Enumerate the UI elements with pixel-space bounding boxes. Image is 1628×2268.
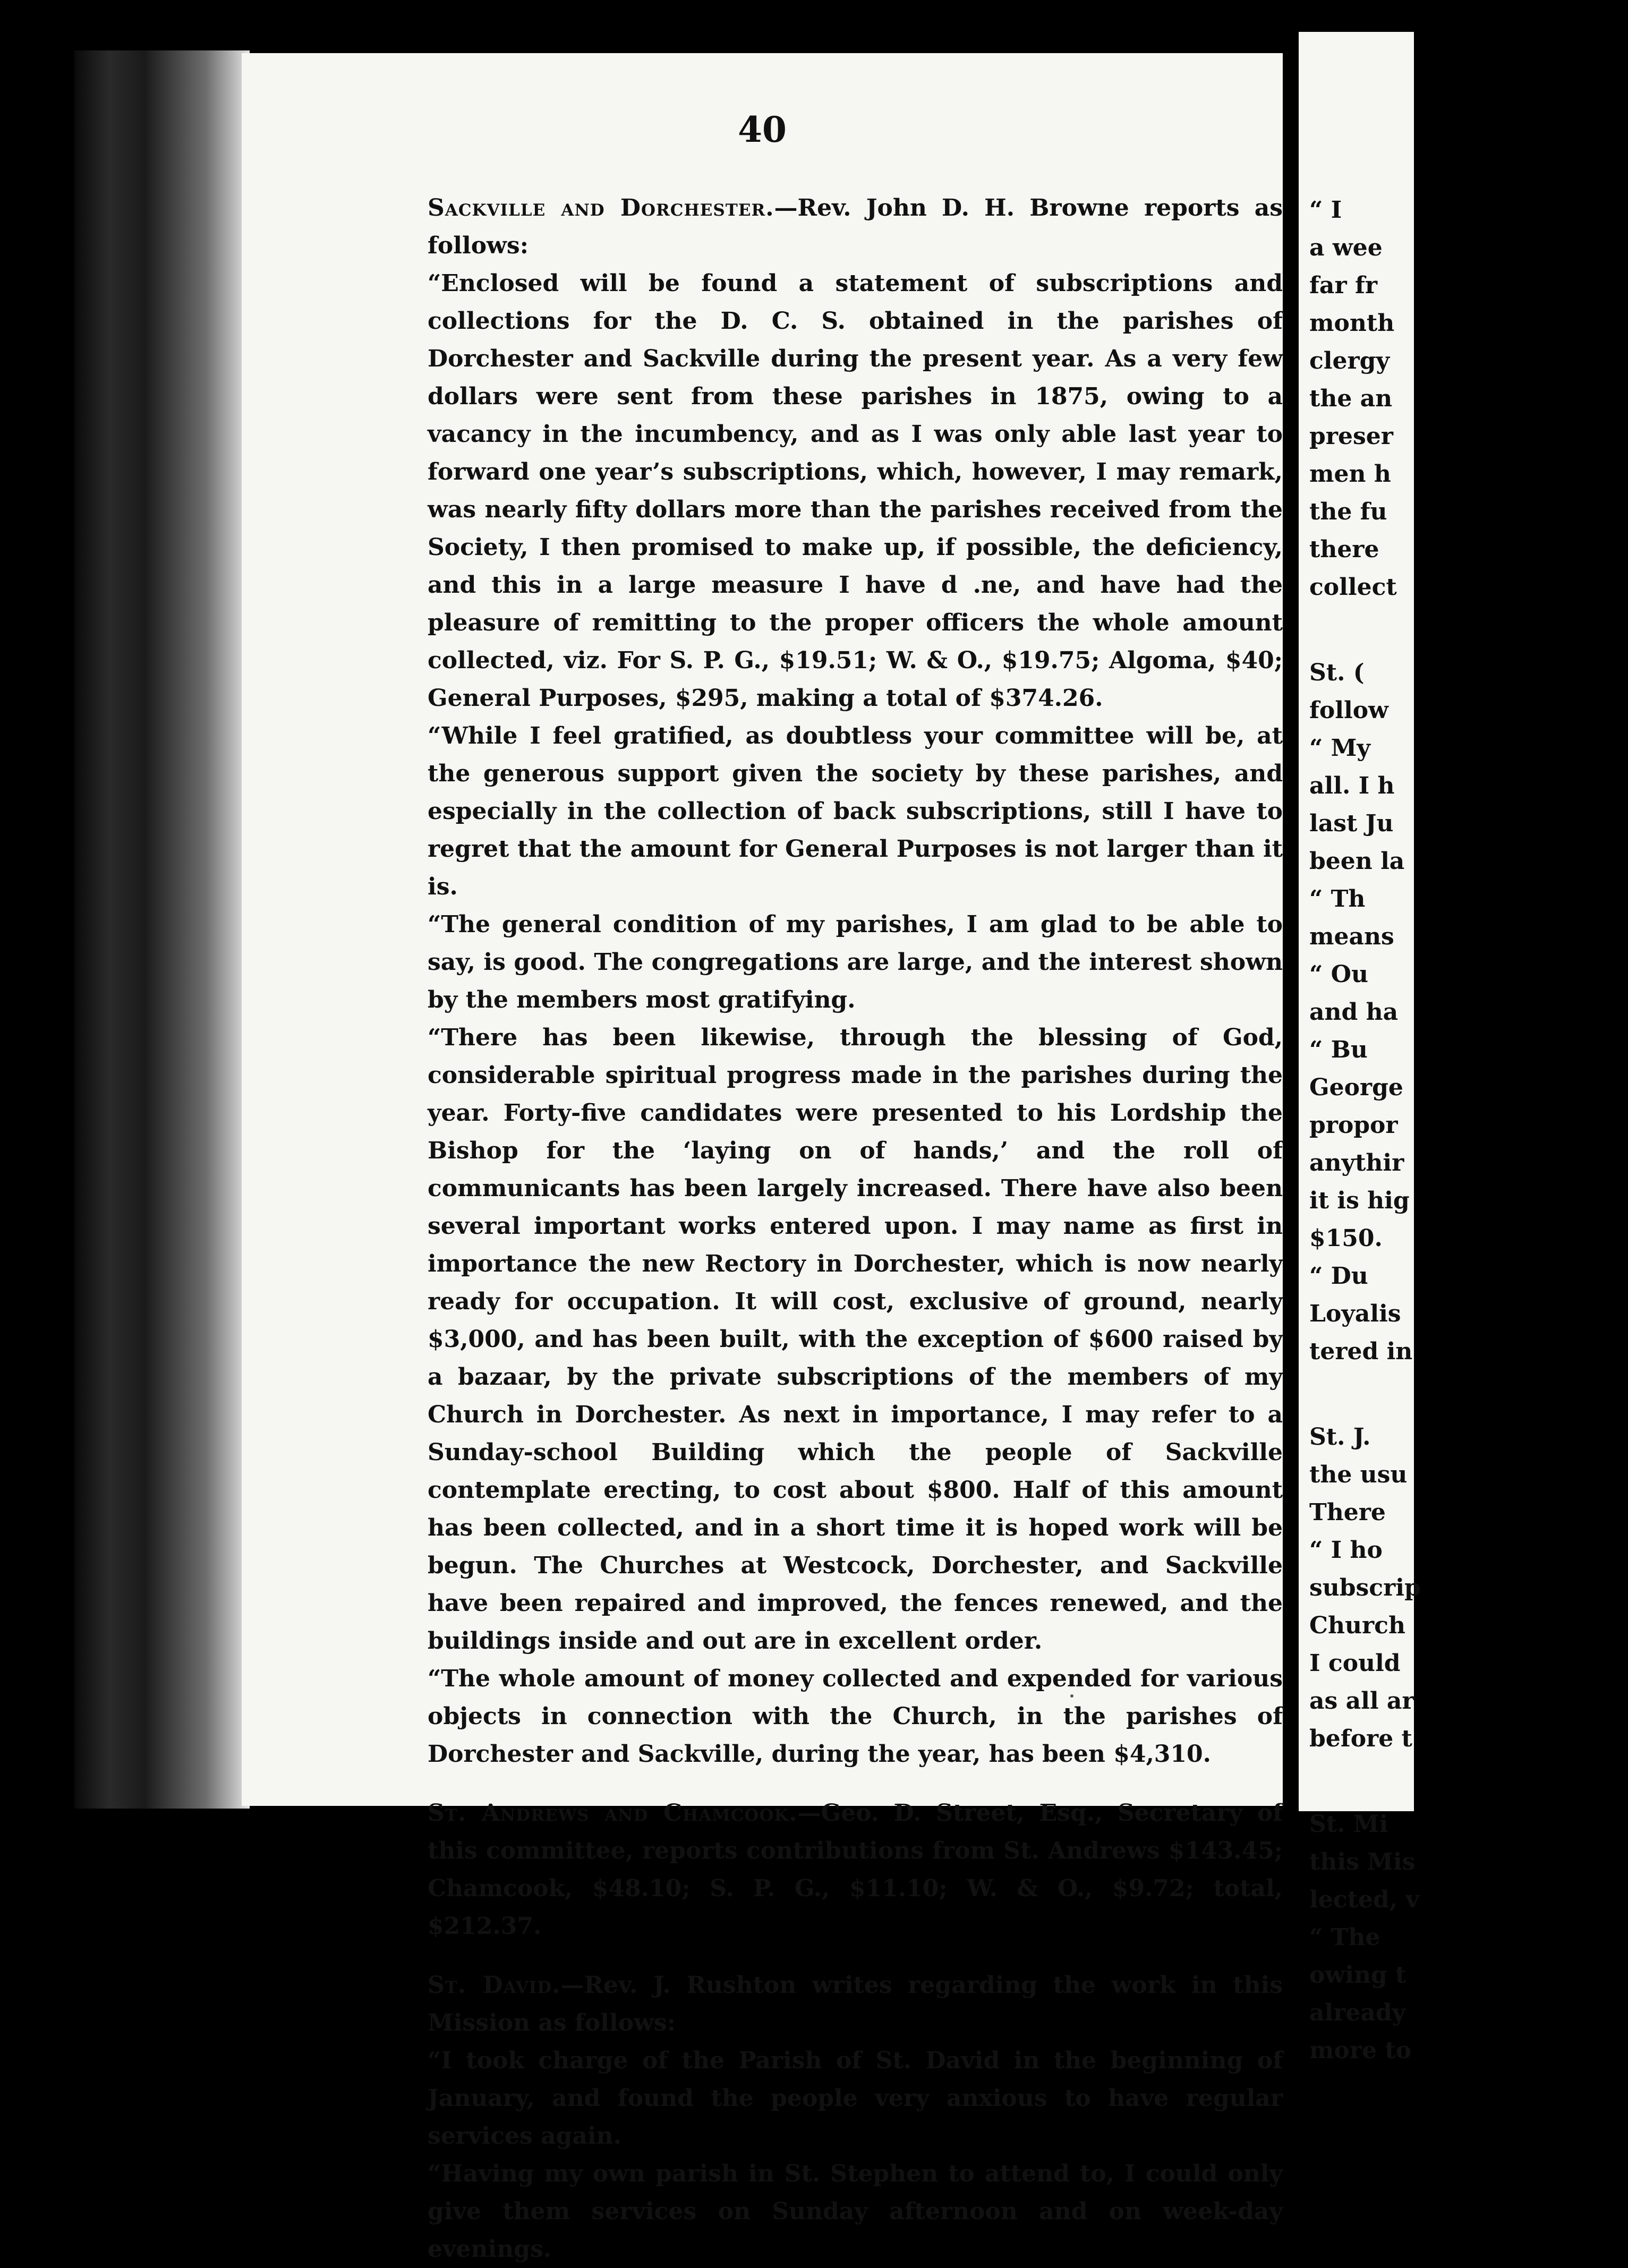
right-page-line: “ Du <box>1309 1263 1368 1290</box>
sackville-intro: —Rev. John D. H. Browne reports as follows: <box>428 194 1283 259</box>
sackville-heading: Sackville and Dorchester. <box>428 194 774 221</box>
right-page-line: a wee <box>1309 234 1383 261</box>
right-page-line: tered in <box>1309 1338 1413 1365</box>
right-page-line: the fu <box>1309 498 1387 525</box>
standrews-section <box>428 1794 1283 1945</box>
right-page-line: the an <box>1309 385 1393 412</box>
right-page-line: There <box>1309 1499 1386 1526</box>
right-page-line: anythir <box>1309 1149 1404 1176</box>
right-page-line: lected, v <box>1309 1886 1419 1913</box>
right-page-line: collect <box>1309 574 1397 601</box>
page-number: 40 <box>738 109 787 150</box>
paragraph: “There has been likewise, through the blessing of God, considerable spiritual progress made in the parishes during the year. Forty-five candidates were presented to his Lordship the Bishop for the ‘laying on of hands,’ and the roll of communicants has been largely increased. There have also been several important works entered upon. I may name as first in importance the new Rectory in Dorchester, which is now nearly ready for occupation. It will cost, exclusive of ground, nearly $3,000, and has been built, with the exception of $600 raised by a bazaar, by the private subscriptions of the members of my Church in Dorchester. As next in importance, I may refer to a Sunday-school Building which the people of Sackville contemplate erecting, to cost about $800. Half of this amount has been collected, and in a short time it is hoped work will be begun. The Churches at Westcock, Dorchester, and Sackville have been repaired and improved, the fences renewed, and the buildings inside and out are in excellent order. <box>428 1024 1283 1655</box>
right-page-line: all. I h <box>1309 772 1395 799</box>
right-page-line <box>1309 1758 1628 1805</box>
stdavid-heading: St. David. <box>428 1972 561 1999</box>
right-page-line: Church <box>1309 1612 1405 1639</box>
right-page-line: I could <box>1309 1650 1401 1677</box>
page-body <box>428 189 1283 2268</box>
right-page-line: as all ar <box>1309 1687 1414 1715</box>
right-page-line: there <box>1309 536 1379 563</box>
right-page-line: “ My <box>1309 735 1370 762</box>
right-page-line: George <box>1309 1074 1403 1101</box>
right-page-line: clergy <box>1309 347 1390 374</box>
right-page-line: before t <box>1309 1725 1412 1752</box>
right-page-line: “ Bu <box>1309 1036 1368 1063</box>
right-page-fragment <box>1299 32 1421 2064</box>
right-page-line: “ I <box>1309 197 1342 224</box>
right-page-line: St. ( <box>1309 659 1365 686</box>
paragraph: “Enclosed will be found a statement of subscriptions and collections for the D. C. S. obtained in the parishes of Dorchester and Sackville during the present year. As a very few dollars were sent from these parishes in 1875, owing to a vacancy in the incumbency, and as I was only able last year to forward one year’s subscriptions, which, however, I may remark, was nearly fifty dollars more than the parishes received from the Society, I then promised to make up, if possible, the deficiency, and this in a large measure I have d .ne, and have had the pleasure of remitting to the proper officers the whole amount collected, viz. For S. P. G., $19.51; W. & O., $19.75; Algoma, $40; General Purposes, $295, making a total of $374.26. <box>428 270 1283 712</box>
right-page-line <box>1309 1370 1628 1418</box>
right-page-line: Loyalis <box>1309 1300 1401 1327</box>
right-page-line: $150. <box>1309 1225 1383 1252</box>
right-page-line: “ I ho <box>1309 1537 1383 1564</box>
stdavid-section <box>428 1966 1283 2042</box>
right-page-line: “ Ou <box>1309 961 1368 988</box>
right-page-line: month <box>1309 310 1395 337</box>
sackville-section <box>428 189 1283 265</box>
right-page-line: “ Th <box>1309 885 1366 913</box>
right-page-line: far fr <box>1309 272 1378 299</box>
right-page-line: preser <box>1309 423 1393 450</box>
right-page-text <box>1309 191 1628 2069</box>
right-page-line: the usu <box>1309 1461 1408 1488</box>
right-page-line: owing t <box>1309 1962 1407 1989</box>
right-page-line <box>1309 606 1628 654</box>
right-page-line: St. Mi <box>1309 1811 1388 1838</box>
left-page <box>242 53 1283 2263</box>
right-page-line: “ The <box>1309 1924 1380 1951</box>
right-page-line: it is hig <box>1309 1187 1410 1214</box>
right-page-line: been la <box>1309 848 1405 875</box>
standrews-text: —Geo. D. Street, Esq., Secretary of this committee, reports contributions from St. Andrews $143.45; Chamcook, $48.10; S. P. G., $11.10; W. & O., $9.72; total, $212.37. <box>428 1800 1283 1940</box>
right-page-line: this Mis <box>1309 1848 1416 1875</box>
paragraph: “The whole amount of money collected and expended for various objects in connection with the Church, in the parishes of Dorchester and Sackville, during the year, has been $4,310. <box>428 1665 1283 1768</box>
ink-speck <box>1070 1694 1073 1698</box>
book-spine <box>74 50 250 1809</box>
stdavid-intro: —Rev. J. Rushton writes regarding the work in this Mission as follows: <box>428 1972 1283 2036</box>
right-page-line: more to <box>1309 2037 1412 2064</box>
right-page-line: men h <box>1309 461 1391 488</box>
paragraph: “The general condition of my parishes, I am glad to be able to say, is good. The congregations are large, and the interest shown by the members most gratifying. <box>428 911 1283 1013</box>
right-page-line: St. J. <box>1309 1423 1371 1451</box>
paragraph: “Having my own parish in St. Stephen to attend to, I could only give them services on Sunday afternoon and on week-day evenings. <box>428 2160 1283 2263</box>
right-page-line: last Ju <box>1309 810 1394 837</box>
right-page-line: means <box>1309 923 1394 950</box>
right-page-line: propor <box>1309 1112 1398 1139</box>
right-page-line: already <box>1309 1999 1406 2026</box>
standrews-heading: St. Andrews and Chamcook. <box>428 1800 798 1827</box>
right-page-line: and ha <box>1309 999 1399 1026</box>
right-page-line: subscrip <box>1309 1574 1421 1601</box>
right-page-line: follow <box>1309 697 1388 724</box>
paragraph: “I took charge of the Parish of St. David in the beginning of January, and found the people very anxious to have regular services again. <box>428 2047 1283 2150</box>
paragraph: “While I feel gratified, as doubtless your committee will be, at the generous support given the society by these parishes, and especially in the collection of back subscriptions, still I have to regret that the amount for General Purposes is not larger than it is. <box>428 722 1283 900</box>
